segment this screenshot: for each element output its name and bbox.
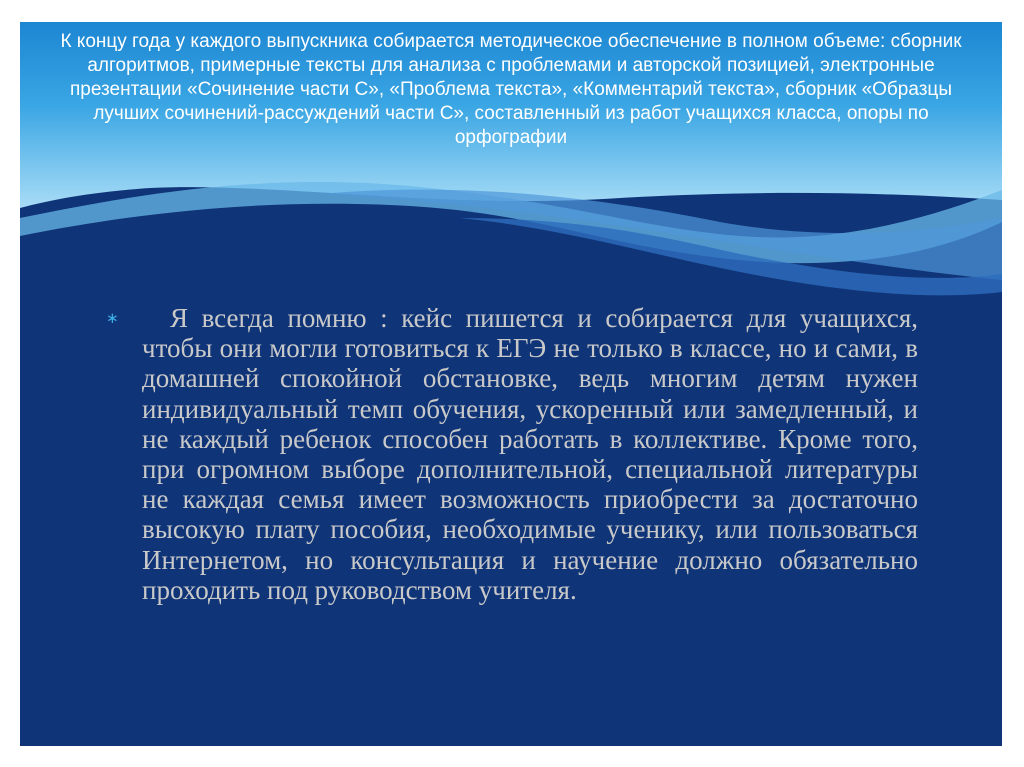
slide-title: К концу года у каждого выпускника собирается методическое обеспечение в полном объеме: сборник алгоритмов, примерные тексты для анализа с проблемами и авторской позицией, электронные презентации «Сочинение части С», «Проблема текста», «Комментарий текста», сборник «Образцы лучших сочинений-рассуждений части С», составленный из работ учащихся класса, опоры по орфографии xyxy=(60,31,962,148)
slide xyxy=(20,22,1002,746)
body-paragraph: Я всегда помню : кейс пишется и собирается для учащихся, чтобы они могли готовиться к ЕГЭ не только в классе, но и сами, в домашней спокойной обстановке, ведь многим детям нужен индивидуальный темп обучения, ускоренный или замедленный, и не каждый ребенок способен работать в коллективе. Кроме того, при огромном выборе дополнительной, специальной литературы не каждая семья имеет возможность приобрести за достаточно высокую плату пособия, необходимые ученику, или пользоваться Интернетом, но консультация и научение должно обязательно проходить под руководством учителя. xyxy=(142,303,918,605)
bullet-icon: ∗ xyxy=(106,309,119,327)
